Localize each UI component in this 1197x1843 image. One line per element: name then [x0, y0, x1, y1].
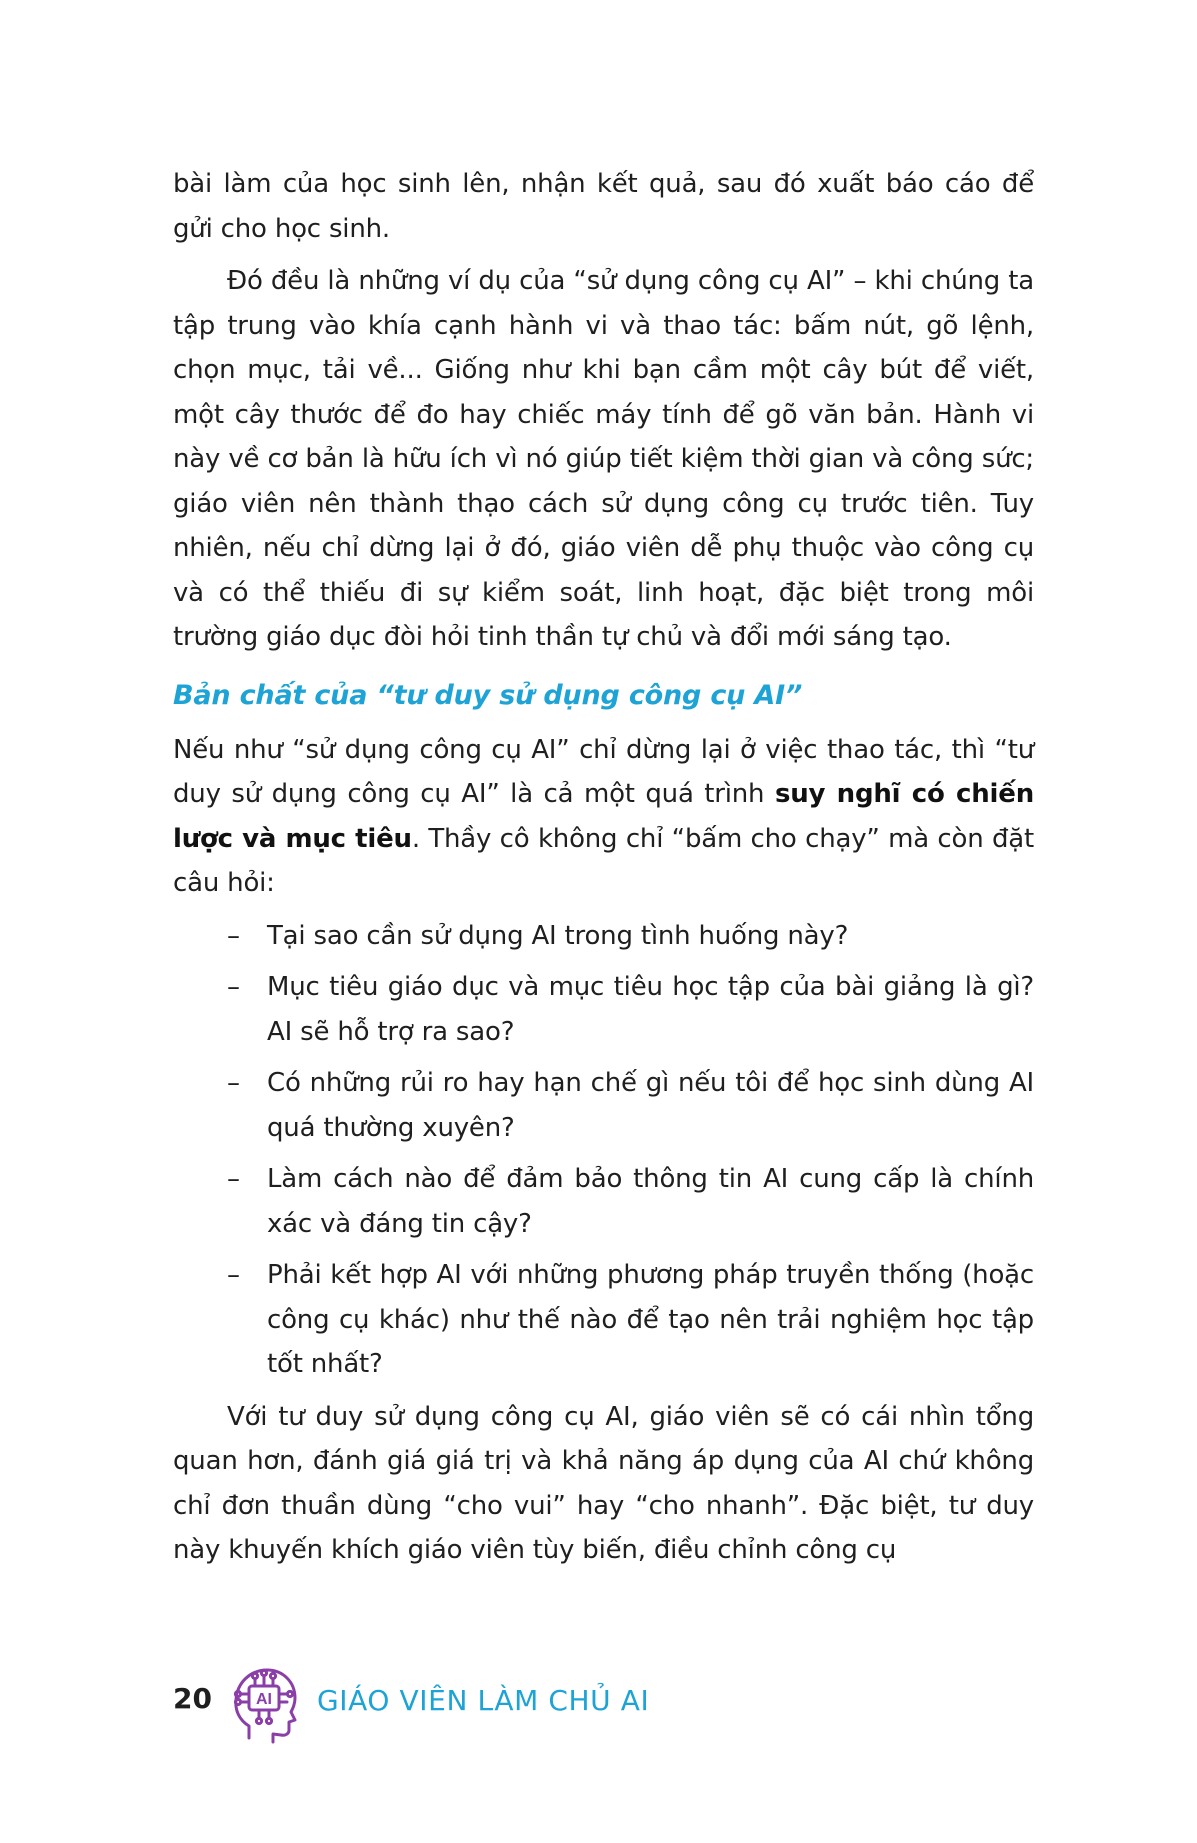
dash-bullet: –: [227, 1068, 240, 1098]
section-intro: [173, 728, 1034, 906]
page-number: 20: [173, 1682, 212, 1715]
list-item: [173, 1061, 1034, 1150]
dash-bullet: –: [227, 1260, 240, 1290]
intro-text-1: Nếu như “sử dụng công cụ AI” chỉ dừng lại ở việc thao tác, thì “tư duy sử dụng công cụ AI” là cả một quá trình: [173, 734, 1034, 809]
list-item-text: Mục tiêu giáo dục và mục tiêu học tập của bài giảng là gì? AI sẽ hỗ trợ ra sao?: [267, 972, 1034, 1047]
list-item-text: Làm cách nào để đảm bảo thông tin AI cung cấp là chính xác và đáng tin cậy?: [267, 1164, 1034, 1239]
book-title: GIÁO VIÊN LÀM CHỦ AI: [317, 1684, 650, 1717]
list-item: [173, 965, 1034, 1054]
logo-ai-text: AI: [256, 1691, 272, 1708]
list-item-text: Phải kết hợp AI với những phương pháp truyền thống (hoặc công cụ khác) như thế nào để tạo nên trải nghiệm học tập tốt nhất?: [267, 1260, 1034, 1379]
dash-bullet: –: [227, 920, 240, 951]
list-item: [173, 914, 1034, 959]
intro-text-2: . Thầy cô không chỉ “bấm cho chạy” mà còn đặt câu hỏi:: [173, 823, 1034, 898]
paragraph-closing: Với tư duy sử dụng công cụ AI, giáo viên sẽ có cái nhìn tổng quan hơn, đánh giá giá trị và khả năng áp dụng của AI chứ không chỉ đơn thuần dùng “cho vui” hay “cho nhanh”. Đặc biệt, tư duy này khuyến khích giáo viên tùy biến, điều chỉnh công cụ: [173, 1401, 1034, 1565]
dash-bullet: –: [227, 1164, 240, 1194]
paragraph-continued: bài làm của học sinh lên, nhận kết quả, sau đó xuất báo cáo để gửi cho học sinh.: [173, 169, 1034, 244]
ai-head-logo-icon: [229, 1664, 301, 1744]
list-item-text: Tại sao cần sử dụng AI trong tình huống này?: [267, 920, 849, 951]
page-footer: [173, 1664, 1033, 1744]
section-heading: Bản chất của “tư duy sử dụng công cụ AI”: [173, 679, 803, 711]
paragraph-examples: Đó đều là những ví dụ của “sử dụng công cụ AI” – khi chúng ta tập trung vào khía cạnh hành vi và thao tác: bấm nút, gõ lệnh, chọn mục, tải về... Giống như khi bạn cầm một cây bút để viết, một cây thước để đo hay chiếc máy tính để gõ văn bản. Hành vi này về cơ bản là hữu ích vì nó giúp tiết kiệm thời gian và công sức; giáo viên nên thành thạo cách sử dụng công cụ trước tiên. Tuy nhiên, nếu chỉ dừng lại ở đó, giáo viên dễ phụ thuộc vào công cụ và có thể thiếu đi sự kiểm soát, linh hoạt, đặc biệt trong môi trường giáo dục đòi hỏi tinh thần tự chủ và đổi mới sáng tạo.: [173, 266, 1034, 652]
list-item: [173, 1253, 1034, 1387]
intro-bold-phrase: suy nghĩ có chiến lược và mục tiêu: [173, 779, 1034, 854]
list-item: [173, 1157, 1034, 1246]
question-list: [173, 914, 1034, 1387]
list-item-text: Có những rủi ro hay hạn chế gì nếu tôi để học sinh dùng AI quá thường xuyên?: [267, 1068, 1034, 1143]
page-body: [173, 162, 1034, 1581]
dash-bullet: –: [227, 972, 240, 1002]
